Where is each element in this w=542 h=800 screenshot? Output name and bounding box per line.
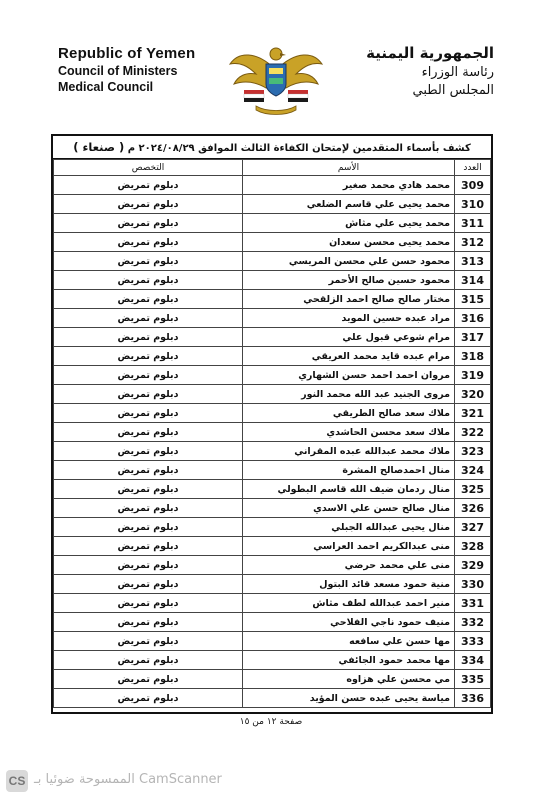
row-specialty: دبلوم تمريض — [54, 632, 243, 651]
table-row — [54, 252, 491, 271]
row-name: مرام عبده قايد محمد العريقي — [243, 347, 455, 366]
row-number: 311 — [455, 214, 491, 233]
sheet-title — [53, 136, 491, 159]
country-name-ar: الجمهورية اليمنية — [366, 44, 494, 62]
row-name: محمد يحيى علي قاسم الضلعي — [243, 195, 455, 214]
document-header — [0, 40, 542, 120]
yemen-eagle-emblem-icon — [226, 40, 326, 118]
row-specialty: دبلوم تمريض — [54, 309, 243, 328]
table-row — [54, 556, 491, 575]
column-header-specialty: التخصص — [54, 160, 243, 176]
row-specialty: دبلوم تمريض — [54, 575, 243, 594]
row-specialty: دبلوم تمريض — [54, 689, 243, 708]
row-specialty: دبلوم تمريض — [54, 518, 243, 537]
table-row — [54, 423, 491, 442]
row-number: 320 — [455, 385, 491, 404]
medical-council-en: Medical Council — [58, 80, 154, 94]
table-row — [54, 518, 491, 537]
council-name-en: Council of Ministers — [58, 64, 178, 78]
row-specialty: دبلوم تمريض — [54, 594, 243, 613]
header-arabic — [366, 44, 494, 98]
row-specialty: دبلوم تمريض — [54, 347, 243, 366]
row-number: 321 — [455, 404, 491, 423]
table-row — [54, 442, 491, 461]
row-number: 336 — [455, 689, 491, 708]
camscanner-logo-icon: CS — [6, 770, 28, 792]
table-row — [54, 632, 491, 651]
row-name: مختار صالح صالح احمد الزلقحي — [243, 290, 455, 309]
row-specialty: دبلوم تمريض — [54, 423, 243, 442]
row-name: منير احمد عبدالله لطف مثاش — [243, 594, 455, 613]
table-row — [54, 271, 491, 290]
row-number: 329 — [455, 556, 491, 575]
candidates-sheet — [51, 134, 493, 714]
table-row — [54, 499, 491, 518]
row-name: منى عبدالكريم احمد العراسي — [243, 537, 455, 556]
table-row — [54, 651, 491, 670]
row-number: 333 — [455, 632, 491, 651]
row-number: 325 — [455, 480, 491, 499]
row-specialty: دبلوم تمريض — [54, 290, 243, 309]
row-specialty: دبلوم تمريض — [54, 480, 243, 499]
table-row — [54, 537, 491, 556]
row-specialty: دبلوم تمريض — [54, 404, 243, 423]
row-number: 323 — [455, 442, 491, 461]
row-number: 315 — [455, 290, 491, 309]
row-number: 326 — [455, 499, 491, 518]
table-row — [54, 214, 491, 233]
row-number: 328 — [455, 537, 491, 556]
row-specialty: دبلوم تمريض — [54, 499, 243, 518]
row-number: 317 — [455, 328, 491, 347]
row-specialty: دبلوم تمريض — [54, 195, 243, 214]
row-name: محمد يحيى علي مثاش — [243, 214, 455, 233]
header-english — [58, 45, 195, 94]
row-name: ملاك سعد محسن الحاشدي — [243, 423, 455, 442]
camscanner-watermark — [6, 770, 256, 794]
row-specialty: دبلوم تمريض — [54, 176, 243, 195]
row-specialty: دبلوم تمريض — [54, 613, 243, 632]
table-body — [54, 176, 491, 708]
row-name: مرام شوعي قبول علي — [243, 328, 455, 347]
country-name-en: Republic of Yemen — [58, 45, 196, 62]
row-name: مياسة يحيى عبده حسن المؤيد — [243, 689, 455, 708]
row-number: 334 — [455, 651, 491, 670]
row-number: 331 — [455, 594, 491, 613]
row-number: 309 — [455, 176, 491, 195]
row-name: منال احمدصالح المشرة — [243, 461, 455, 480]
row-name: مها حسن علي سافعه — [243, 632, 455, 651]
table-row — [54, 290, 491, 309]
row-name: محمد يحيى محسن سعدان — [243, 233, 455, 252]
row-specialty: دبلوم تمريض — [54, 651, 243, 670]
table-row — [54, 328, 491, 347]
row-specialty: دبلوم تمريض — [54, 670, 243, 689]
table-row — [54, 670, 491, 689]
row-specialty: دبلوم تمريض — [54, 252, 243, 271]
row-name: محمود حسن علي محسن المريسي — [243, 252, 455, 271]
row-name: ملاك سعد صالح الطريقي — [243, 404, 455, 423]
candidates-table — [53, 159, 491, 708]
row-number: 324 — [455, 461, 491, 480]
row-name: مراد عبده حسين المويد — [243, 309, 455, 328]
row-specialty: دبلوم تمريض — [54, 366, 243, 385]
row-specialty: دبلوم تمريض — [54, 271, 243, 290]
medical-council-ar: المجلس الطبي — [412, 83, 494, 98]
row-specialty: دبلوم تمريض — [54, 328, 243, 347]
row-specialty: دبلوم تمريض — [54, 214, 243, 233]
table-row — [54, 176, 491, 195]
table-row — [54, 366, 491, 385]
row-number: 332 — [455, 613, 491, 632]
row-number: 312 — [455, 233, 491, 252]
row-specialty: دبلوم تمريض — [54, 537, 243, 556]
row-name: منال صالح حسن علي الاسدي — [243, 499, 455, 518]
row-name: مروان احمد احمد حسن الشهاري — [243, 366, 455, 385]
sheet-title-text: كشف بأسماء المتقدمين لإمتحان الكفاءة الثالث الموافق ٢٠٢٤/٠٨/٢٩ م — [127, 143, 471, 154]
row-number: 318 — [455, 347, 491, 366]
row-number: 327 — [455, 518, 491, 537]
camscanner-text: الممسوحة ضوئيا بـ CamScanner — [34, 772, 222, 787]
row-number: 322 — [455, 423, 491, 442]
table-row — [54, 309, 491, 328]
table-row — [54, 404, 491, 423]
row-name: منى علي محمد حرضي — [243, 556, 455, 575]
table-row — [54, 385, 491, 404]
table-row — [54, 461, 491, 480]
column-header-number: العدد — [455, 160, 491, 176]
row-specialty: دبلوم تمريض — [54, 385, 243, 404]
row-name: منال يحيى عبدالله الجبلي — [243, 518, 455, 537]
council-name-ar: رئاسة الوزراء — [421, 65, 494, 80]
row-specialty: دبلوم تمريض — [54, 233, 243, 252]
table-row — [54, 594, 491, 613]
row-number: 316 — [455, 309, 491, 328]
table-row — [54, 480, 491, 499]
row-number: 330 — [455, 575, 491, 594]
table-row — [54, 195, 491, 214]
row-number: 335 — [455, 670, 491, 689]
row-name: ملاك محمد عبدالله عبده المقراني — [243, 442, 455, 461]
row-name: منيف حمود ناجي الفلاحي — [243, 613, 455, 632]
table-row — [54, 689, 491, 708]
row-name: مروى الجنيد عبد الله محمد النور — [243, 385, 455, 404]
table-row — [54, 233, 491, 252]
page-number: صفحة ١٢ من ١٥ — [239, 717, 303, 727]
row-number: 314 — [455, 271, 491, 290]
table-row — [54, 575, 491, 594]
row-name: محمد هادي محمد صغير — [243, 176, 455, 195]
row-number: 313 — [455, 252, 491, 271]
row-number: 319 — [455, 366, 491, 385]
row-name: مي محسن علي هزاوه — [243, 670, 455, 689]
row-name: منية حمود مسعد قائد البتول — [243, 575, 455, 594]
row-name: مها محمد حمود الجائفي — [243, 651, 455, 670]
row-specialty: دبلوم تمريض — [54, 556, 243, 575]
table-row — [54, 613, 491, 632]
sheet-title-location: ( صنعاء ) — [73, 140, 125, 154]
table-header-row — [54, 160, 491, 176]
table-row — [54, 347, 491, 366]
column-header-name: الأسم — [243, 160, 455, 176]
row-number: 310 — [455, 195, 491, 214]
row-name: محمود حسين صالح الأحمر — [243, 271, 455, 290]
row-specialty: دبلوم تمريض — [54, 461, 243, 480]
row-name: منال ردمان ضيف الله قاسم البطولي — [243, 480, 455, 499]
row-specialty: دبلوم تمريض — [54, 442, 243, 461]
